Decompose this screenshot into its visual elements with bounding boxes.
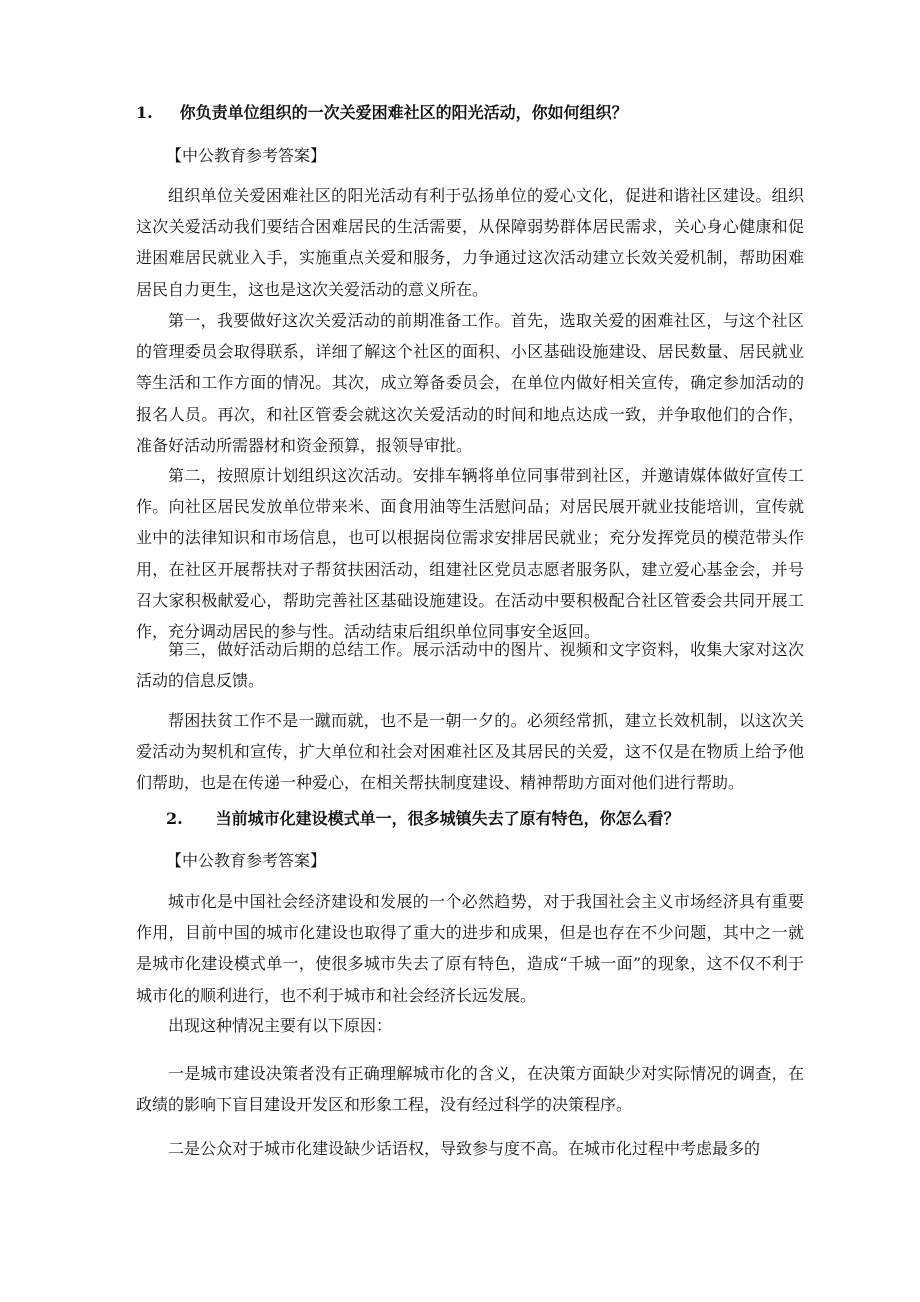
question-2-answer-label: 【中公教育参考答案】 bbox=[166, 851, 327, 870]
q2-paragraph-reasons-lead: 出现这种情况主要有以下原因： bbox=[168, 1016, 393, 1035]
question-1-title: 你负责单位组织的一次关爱困难社区的阳光活动，你如何组织？ bbox=[179, 103, 628, 122]
question-1-heading bbox=[136, 103, 628, 123]
q1-paragraph-second: 第二，按照原计划组织这次活动。安排车辆将单位同事带到社区，并邀请媒体做好宣传工作。向社区居民发放单位带来米、面食用油等生活慰问品；对居民展开就业技能培训，宣传就业中的法律知识和市场信息，也可以根据岗位需求安排居民就业；充分发挥党员的模范带头作用，在社区开展帮扶对子帮贫扶困活动，组建社区党员志愿者服务队，建立爱心基金会，并号召大家积极献爱心，帮助完善社区基础设施建设。在活动中要积极配合社区管委会共同开展工作，充分调动居民的参与性。活动结束后组织单位同事安全返回。 bbox=[136, 466, 804, 642]
q1-paragraph-conclusion: 帮困扶贫工作不是一蹴而就，也不是一朝一夕的。必须经常抓，建立长效机制，以这次关爱活动为契机和宣传，扩大单位和社会对困难社区及其居民的关爱，这不仅是在物质上给予他们帮助，也是在传递一种爱心，在相关帮扶制度建设、精神帮助方面对他们进行帮助。 bbox=[136, 711, 804, 793]
question-2-number: 2. bbox=[166, 809, 183, 828]
question-2-heading bbox=[166, 809, 680, 829]
q1-paragraph-first: 第一，我要做好这次关爱活动的前期准备工作。首先，选取关爱的困难社区，与这个社区的管理委员会取得联系，详细了解这个社区的面积、小区基础设施建设、居民数量、居民就业等生活和工作方面的情况。其次，成立筹备委员会，在单位内做好相关宣传，确定参加活动的报名人员。再次，和社区管委会就这次关爱活动的时间和地点达成一致，并争取他们的合作，准备好活动所需器材和资金预算，报领导审批。 bbox=[136, 311, 804, 455]
q1-paragraph-intro: 组织单位关爱困难社区的阳光活动有利于弘扬单位的爱心文化，促进和谐社区建设。组织这次关爱活动我们要结合困难居民的生活需要，从保障弱势群体居民需求，关心身心健康和促进困难居民就业入手，实施重点关爱和服务，力争通过这次活动建立长效关爱机制，帮助困难居民自力更生，这也是这次关爱活动的意义所在。 bbox=[136, 186, 804, 299]
q2-paragraph-intro: 城市化是中国社会经济建设和发展的一个必然趋势，对于我国社会主义市场经济具有重要作用，目前中国的城市化建设也取得了重大的进步和成果，但是也存在不少问题，其中之一就是城市化建设模式单一，使很多城市失去了原有特色，造成“千城一面”的现象，这不仅不利于城市化的顺利进行，也不利于城市和社会经济长远发展。 bbox=[136, 892, 804, 1005]
q2-paragraph-reason-one: 一是城市建设决策者没有正确理解城市化的含义，在决策方面缺少对实际情况的调查，在政绩的影响下盲目建设开发区和形象工程，没有经过科学的决策程序。 bbox=[136, 1064, 804, 1115]
q2-paragraph-reason-two: 二是公众对于城市化建设缺少话语权，导致参与度不高。在城市化过程中考虑最多的 bbox=[168, 1139, 761, 1158]
question-1-answer-label: 【中公教育参考答案】 bbox=[166, 146, 327, 165]
question-2-title: 当前城市化建设模式单一，很多城镇失去了原有特色，你怎么看？ bbox=[215, 809, 680, 828]
q1-paragraph-third: 第三，做好活动后期的总结工作。展示活动中的图片、视频和文字资料，收集大家对这次活动的信息反馈。 bbox=[136, 640, 804, 691]
question-1-number: 1. bbox=[136, 103, 153, 122]
